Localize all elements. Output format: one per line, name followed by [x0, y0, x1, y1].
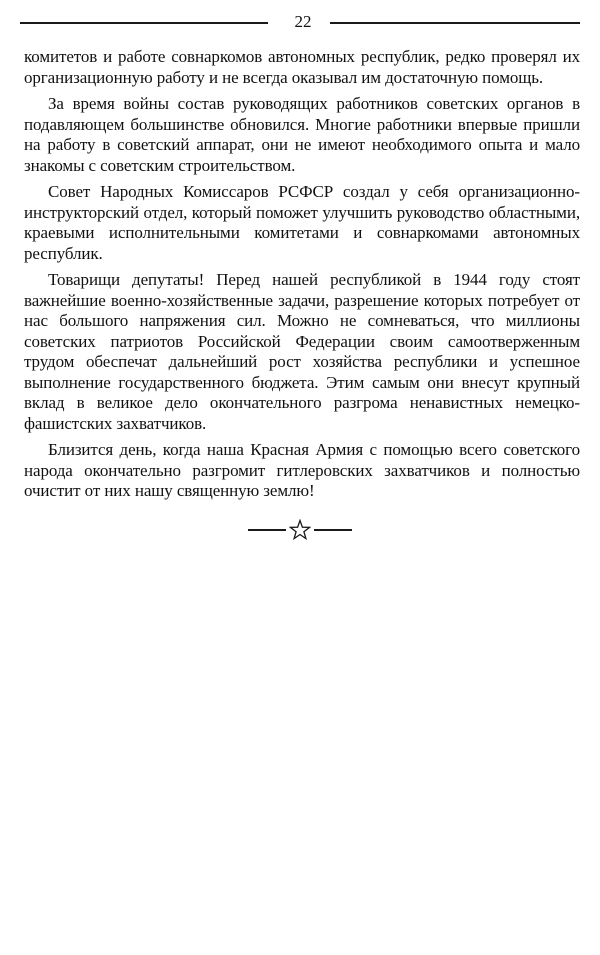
star-icon — [289, 519, 311, 541]
text-body — [24, 47, 580, 508]
ornament-rule-left — [248, 529, 286, 531]
paragraph-staff-renewal: За время войны состав руководящих работников советских органов в подавляющем большинстве обновился. Многие работники впервые пришли на работу в советский аппарат, они не имеют необходимого опыта и мало знакомы с советским строительством. — [24, 94, 580, 175]
header-rule-right — [330, 22, 580, 24]
section-end-ornament — [248, 518, 352, 542]
page-header — [20, 10, 580, 34]
ornament-rule-right — [314, 529, 352, 531]
paragraph-instructor-department: Совет Народных Комиссаров РСФСР создал у себя организационно-инструкторский отдел, который поможет улучшить руководство областными, краевыми исполнительными комитетами и совнаркомами автономных республик. — [24, 182, 580, 263]
paragraph-continuation: комитетов и работе совнаркомов автономных республик, редко проверял их организационную работу и не всегда оказывал им достаточную помощь. — [24, 47, 580, 87]
page-number: 22 — [294, 12, 312, 31]
paragraph-closing: Близится день, когда наша Красная Армия с помощью всего советского народа окончательно разгромит гитлеровских захватчиков и полностью очистит от них нашу священную землю! — [24, 440, 580, 500]
paragraph-address-deputies: Товарищи депутаты! Перед нашей республикой в 1944 году стоят важнейшие военно-хозяйственные задачи, разрешение которых потребует от нас большого напряжения сил. Можно не сомневаться, что миллионы советских патриотов Российской Федерации своим самоотверженным трудом обеспечат дальнейший рост хозяйства республики и успешное выполнение государственного бюджета. Этим самым они внесут крупный вклад в великое дело окончательного разгрома ненавистных немецко-фашистских захватчиков. — [24, 270, 580, 433]
header-rule-left — [20, 22, 268, 24]
